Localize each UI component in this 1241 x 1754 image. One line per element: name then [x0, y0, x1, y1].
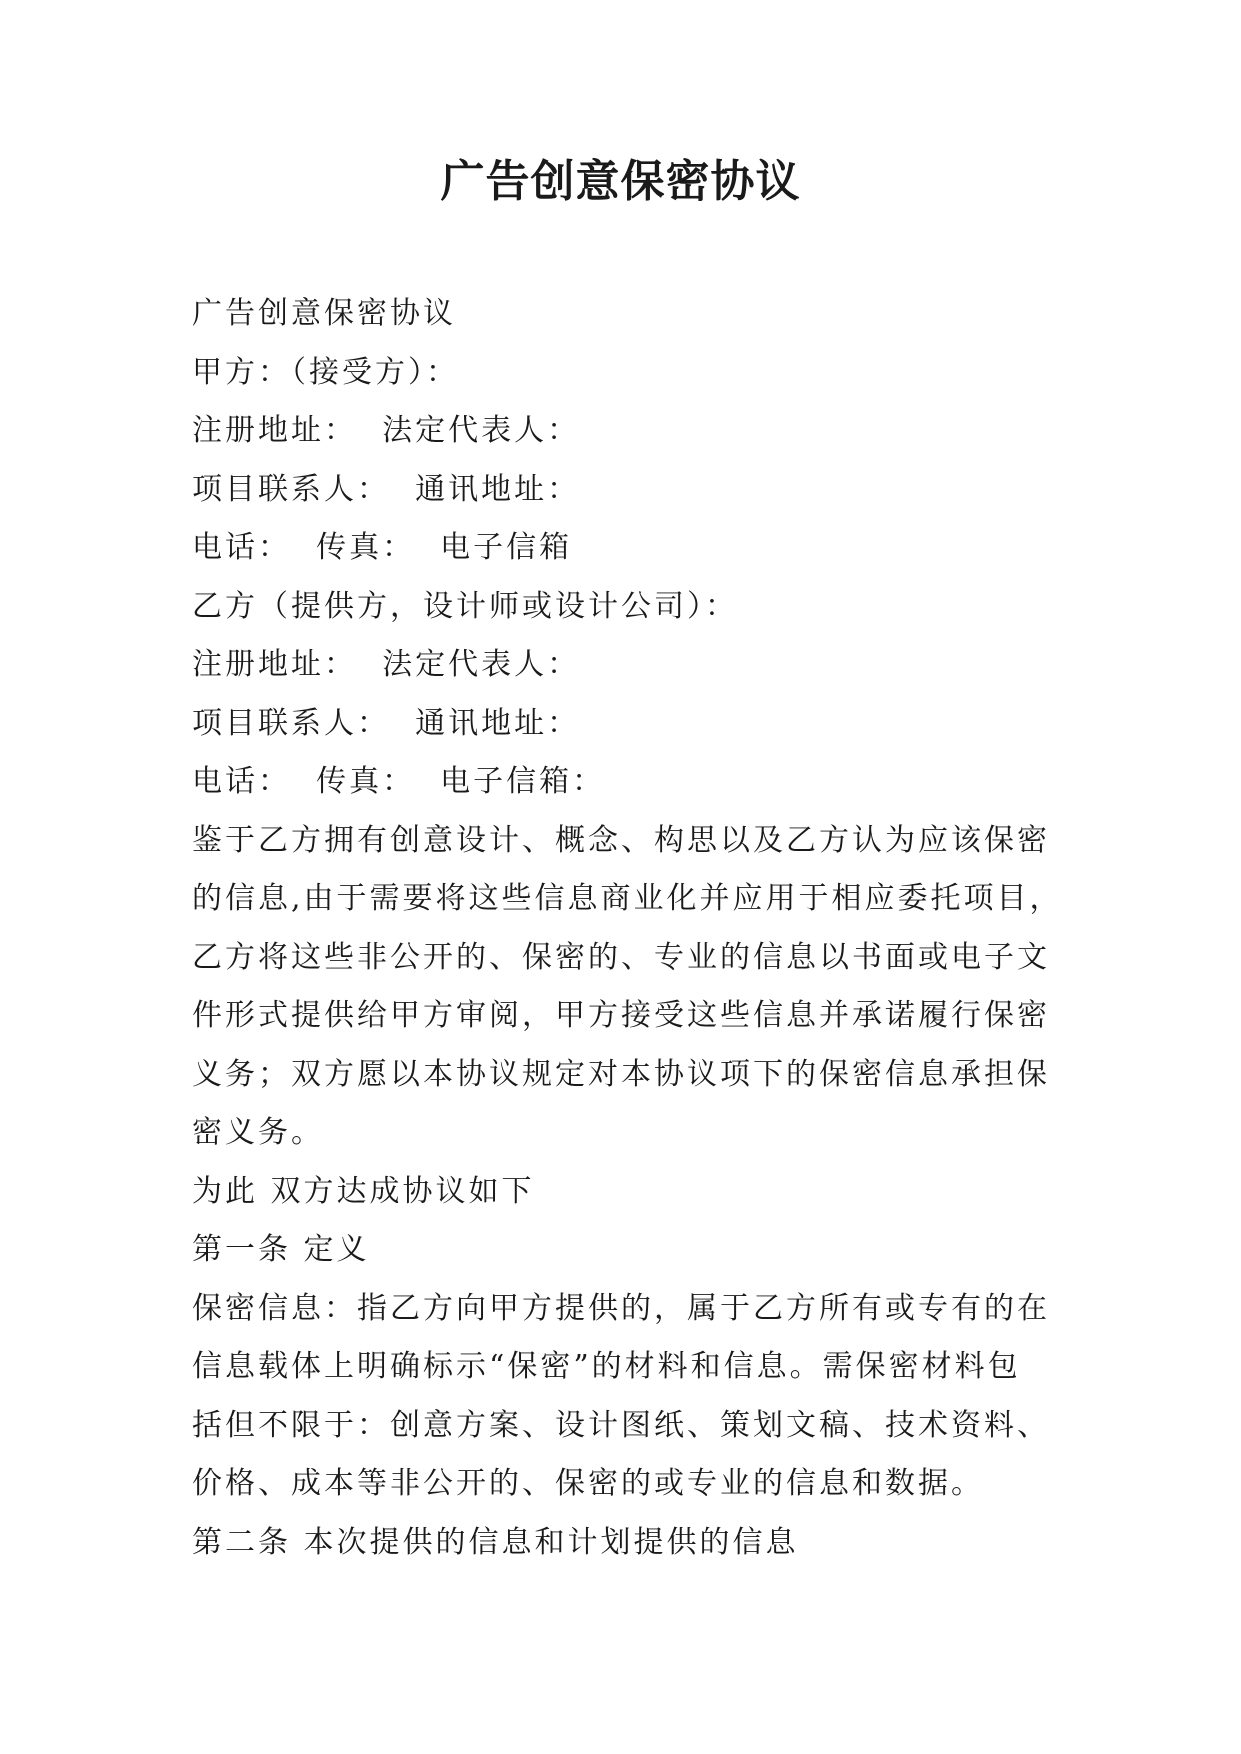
definition-line: 保密信息：指乙方向甲方提供的，属于乙方所有或专有的在	[192, 1290, 1050, 1326]
party-a-contact-line: 项目联系人： 通讯地址：	[192, 471, 581, 507]
party-a-address-line: 注册地址： 法定代表人：	[192, 413, 581, 448]
preamble-line: 的信息,由于需要将这些信息商业化并应用于相应委托项目，	[192, 881, 1063, 916]
party-a-phone-line: 电话： 传真： 电子信箱	[192, 530, 573, 565]
preamble-line: 件形式提供给甲方审阅，甲方接受这些信息并承诺履行保密	[192, 998, 1050, 1033]
preamble-line: 鉴于乙方拥有创意设计、概念、构思以及乙方认为应该保密	[192, 822, 1050, 858]
definition-line: 价格、成本等非公开的、保密的或专业的信息和数据。	[192, 1466, 984, 1501]
party-a-line: 甲方：（接受方）：	[192, 354, 459, 390]
document-body	[192, 285, 1072, 1572]
party-b-line: 乙方（提供方，设计师或设计公司）：	[192, 588, 738, 624]
article-two-heading: 第二条 本次提供的信息和计划提供的信息	[192, 1524, 799, 1560]
preamble-line: 乙方将这些非公开的、保密的、专业的信息以书面或电子文	[192, 939, 1050, 975]
article-one-heading: 第一条 定义	[192, 1232, 370, 1267]
party-b-phone-line: 电话： 传真： 电子信箱：	[192, 764, 606, 799]
agreement-intro-line: 为此 双方达成协议如下	[192, 1173, 535, 1209]
party-b-address-line: 注册地址： 法定代表人：	[192, 647, 581, 682]
document-title: 广告创意保密协议	[440, 156, 801, 207]
definition-line: 信息载体上明确标示“保密”的材料和信息。需保密材料包	[192, 1349, 1021, 1384]
preamble-line: 义务；双方愿以本协议规定对本协议项下的保密信息承担保	[192, 1056, 1050, 1092]
heading-line: 广告创意保密协议	[192, 296, 456, 331]
party-b-contact-line: 项目联系人： 通讯地址：	[192, 705, 581, 741]
definition-line: 括但不限于：创意方案、设计图纸、策划文稿、技术资料、	[192, 1407, 1050, 1443]
preamble-line: 密义务。	[192, 1115, 324, 1150]
